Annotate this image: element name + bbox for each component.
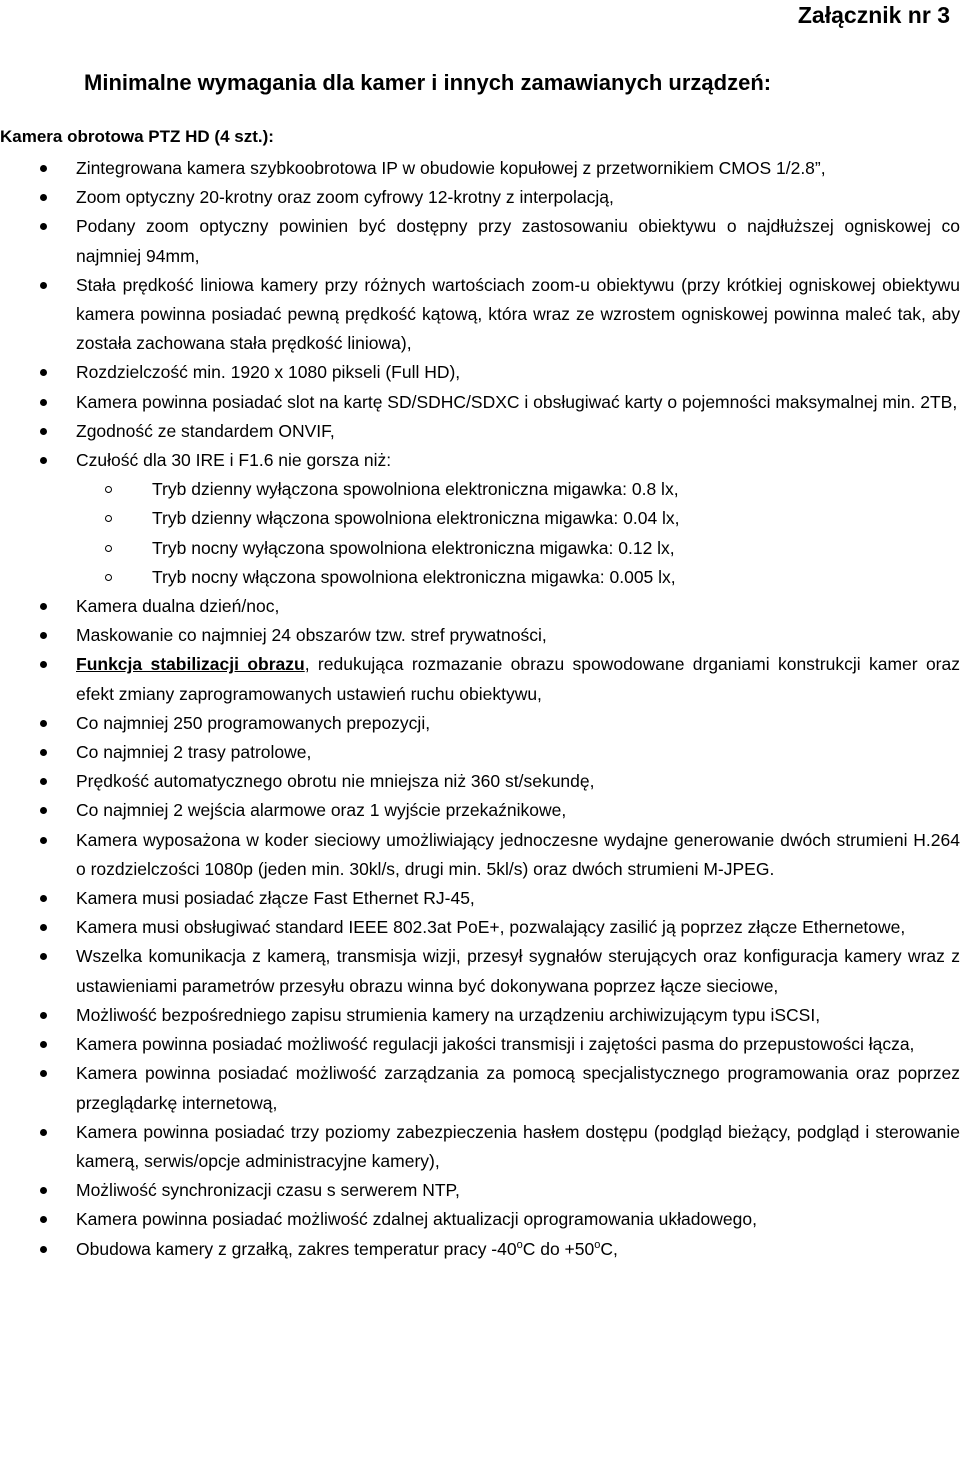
list-item: Kamera musi posiadać złącze Fast Ethernet RJ-45, [0, 884, 960, 913]
sub-list-item: Tryb nocny wyłączona spowolniona elektroniczna migawka: 0.12 lx, [0, 534, 960, 563]
list-item: Zgodność ze standardem ONVIF, [0, 417, 960, 446]
bullet-icon [40, 924, 47, 931]
sub-list-item: Tryb dzienny wyłączona spowolniona elektroniczna migawka: 0.8 lx, [0, 475, 960, 504]
list-item: Maskowanie co najmniej 24 obszarów tzw. stref prywatności, [0, 621, 960, 650]
bullet-icon [40, 720, 47, 727]
bullet-icon [40, 282, 47, 289]
list-item: Stała prędkość liniowa kamery przy różnych wartościach zoom-u obiektywu (przy krótkiej ogniskowej obiektywu kamera powinna posiadać pewną prędkość kątową, która wraz ze wzrostem ogniskowej powinna maleć tak, aby została zachowana stała prędkość liniowa), [0, 271, 960, 359]
list-item: Kamera powinna posiadać możliwość zarządzania za pomocą specjalistycznego programowania oraz poprzez przeglądarkę internetową, [0, 1059, 960, 1117]
list-item: Możliwość synchronizacji czasu s serwerem NTP, [0, 1176, 960, 1205]
list-item: Co najmniej 2 wejścia alarmowe oraz 1 wyjście przekaźnikowe, [0, 796, 960, 825]
bullet-icon [40, 1012, 47, 1019]
list-item: Podany zoom optyczny powinien być dostępny przy zastosowaniu obiektywu o najdłuższej ogniskowej co najmniej 94mm, [0, 212, 960, 270]
circle-bullet-icon [105, 545, 112, 552]
bullet-icon [40, 399, 47, 406]
bullet-icon [40, 223, 47, 230]
bullet-icon [40, 1041, 47, 1048]
list-item: Funkcja stabilizacji obrazu, redukująca rozmazanie obrazu spowodowane drganiami konstrukcji kamer oraz efekt zmiany zaprogramowanych ustawień ruchu obiektywu, [0, 650, 960, 708]
list-item: Co najmniej 2 trasy patrolowe, [0, 738, 960, 767]
bullet-icon [40, 1187, 47, 1194]
bullet-icon [40, 953, 47, 960]
bullet-icon [40, 778, 47, 785]
list-item: Co najmniej 250 programowanych prepozycji, [0, 709, 960, 738]
bullet-icon [40, 428, 47, 435]
list-item: Kamera powinna posiadać możliwość zdalnej aktualizacji oprogramowania układowego, [0, 1205, 960, 1234]
requirements-list [0, 154, 960, 1264]
attachment-number: Załącznik nr 3 [797, 2, 950, 28]
list-item: Czułość dla 30 IRE i F1.6 nie gorsza niż: [0, 446, 960, 475]
bullet-icon [40, 369, 47, 376]
bullet-icon [40, 1070, 47, 1077]
bullet-icon [40, 194, 47, 201]
bullet-icon [40, 603, 47, 610]
list-item: Zoom optyczny 20-krotny oraz zoom cyfrowy 12-krotny z interpolacją, [0, 183, 960, 212]
list-item: Rozdzielczość min. 1920 x 1080 pikseli (Full HD), [0, 358, 960, 387]
list-item: Możliwość bezpośredniego zapisu strumienia kamery na urządzeniu archiwizującym typu iSCSI, [0, 1001, 960, 1030]
bullet-icon [40, 837, 47, 844]
stabilization-label: Funkcja stabilizacji obrazu [76, 654, 305, 675]
list-item: Kamera wyposażona w koder sieciowy umożliwiający jednoczesne wydajne generowanie dwóch strumieni H.264 o rozdzielczości 1080p (jeden min. 30kl/s, drugi min. 5kl/s) oraz dwóch strumieni M-JPEG. [0, 826, 960, 884]
circle-bullet-icon [105, 486, 112, 493]
bullet-icon [40, 661, 47, 668]
circle-bullet-icon [105, 515, 112, 522]
bullet-icon [40, 749, 47, 756]
list-item: Prędkość automatycznego obrotu nie mniejsza niż 360 st/sekundę, [0, 767, 960, 796]
list-item: Zintegrowana kamera szybkoobrotowa IP w obudowie kopułowej z przetwornikiem CMOS 1/2.8”, [0, 154, 960, 183]
list-item: Kamera powinna posiadać możliwość regulacji jakości transmisji i zajętości pasma do przepustowości łącza, [0, 1030, 960, 1059]
section-heading: Kamera obrotowa PTZ HD (4 szt.): [0, 127, 274, 146]
circle-bullet-icon [105, 574, 112, 581]
bullet-icon [40, 1129, 47, 1136]
list-item: Kamera musi obsługiwać standard IEEE 802.3at PoE+, pozwalający zasilić ją poprzez złącze Ethernetowe, [0, 913, 960, 942]
list-item: Wszelka komunikacja z kamerą, transmisja wizji, przesył sygnałów sterujących oraz konfiguracja kamery wraz z ustawieniami parametrów przesyłu obrazu winna być dokonywana poprzez łącze sieciowe, [0, 942, 960, 1000]
list-item: Obudowa kamery z grzałką, zakres temperatur pracy -40$^o$C do $+50^oC$, [0, 1235, 960, 1264]
sub-list-item: Tryb nocny włączona spowolniona elektroniczna migawka: 0.005 lx, [0, 563, 960, 592]
sub-list-item: Tryb dzienny włączona spowolniona elektroniczna migawka: 0.04 lx, [0, 504, 960, 533]
document-title: Minimalne wymagania dla kamer i innych zamawianych urządzeń: [84, 70, 772, 95]
bullet-icon [40, 1216, 47, 1223]
bullet-icon [40, 457, 47, 464]
bullet-icon [40, 632, 47, 639]
list-item: Kamera dualna dzień/noc, [0, 592, 960, 621]
list-item: Kamera powinna posiadać trzy poziomy zabezpieczenia hasłem dostępu (podgląd bieżący, podgląd i sterowanie kamerą, serwis/opcje administracyjne kamery), [0, 1118, 960, 1176]
bullet-icon [40, 807, 47, 814]
bullet-icon [40, 895, 47, 902]
bullet-icon [40, 1246, 47, 1253]
list-item: Kamera powinna posiadać slot na kartę SD/SDHC/SDXC i obsługiwać karty o pojemności maksymalnej min. 2TB, [0, 388, 960, 417]
bullet-icon [40, 165, 47, 172]
